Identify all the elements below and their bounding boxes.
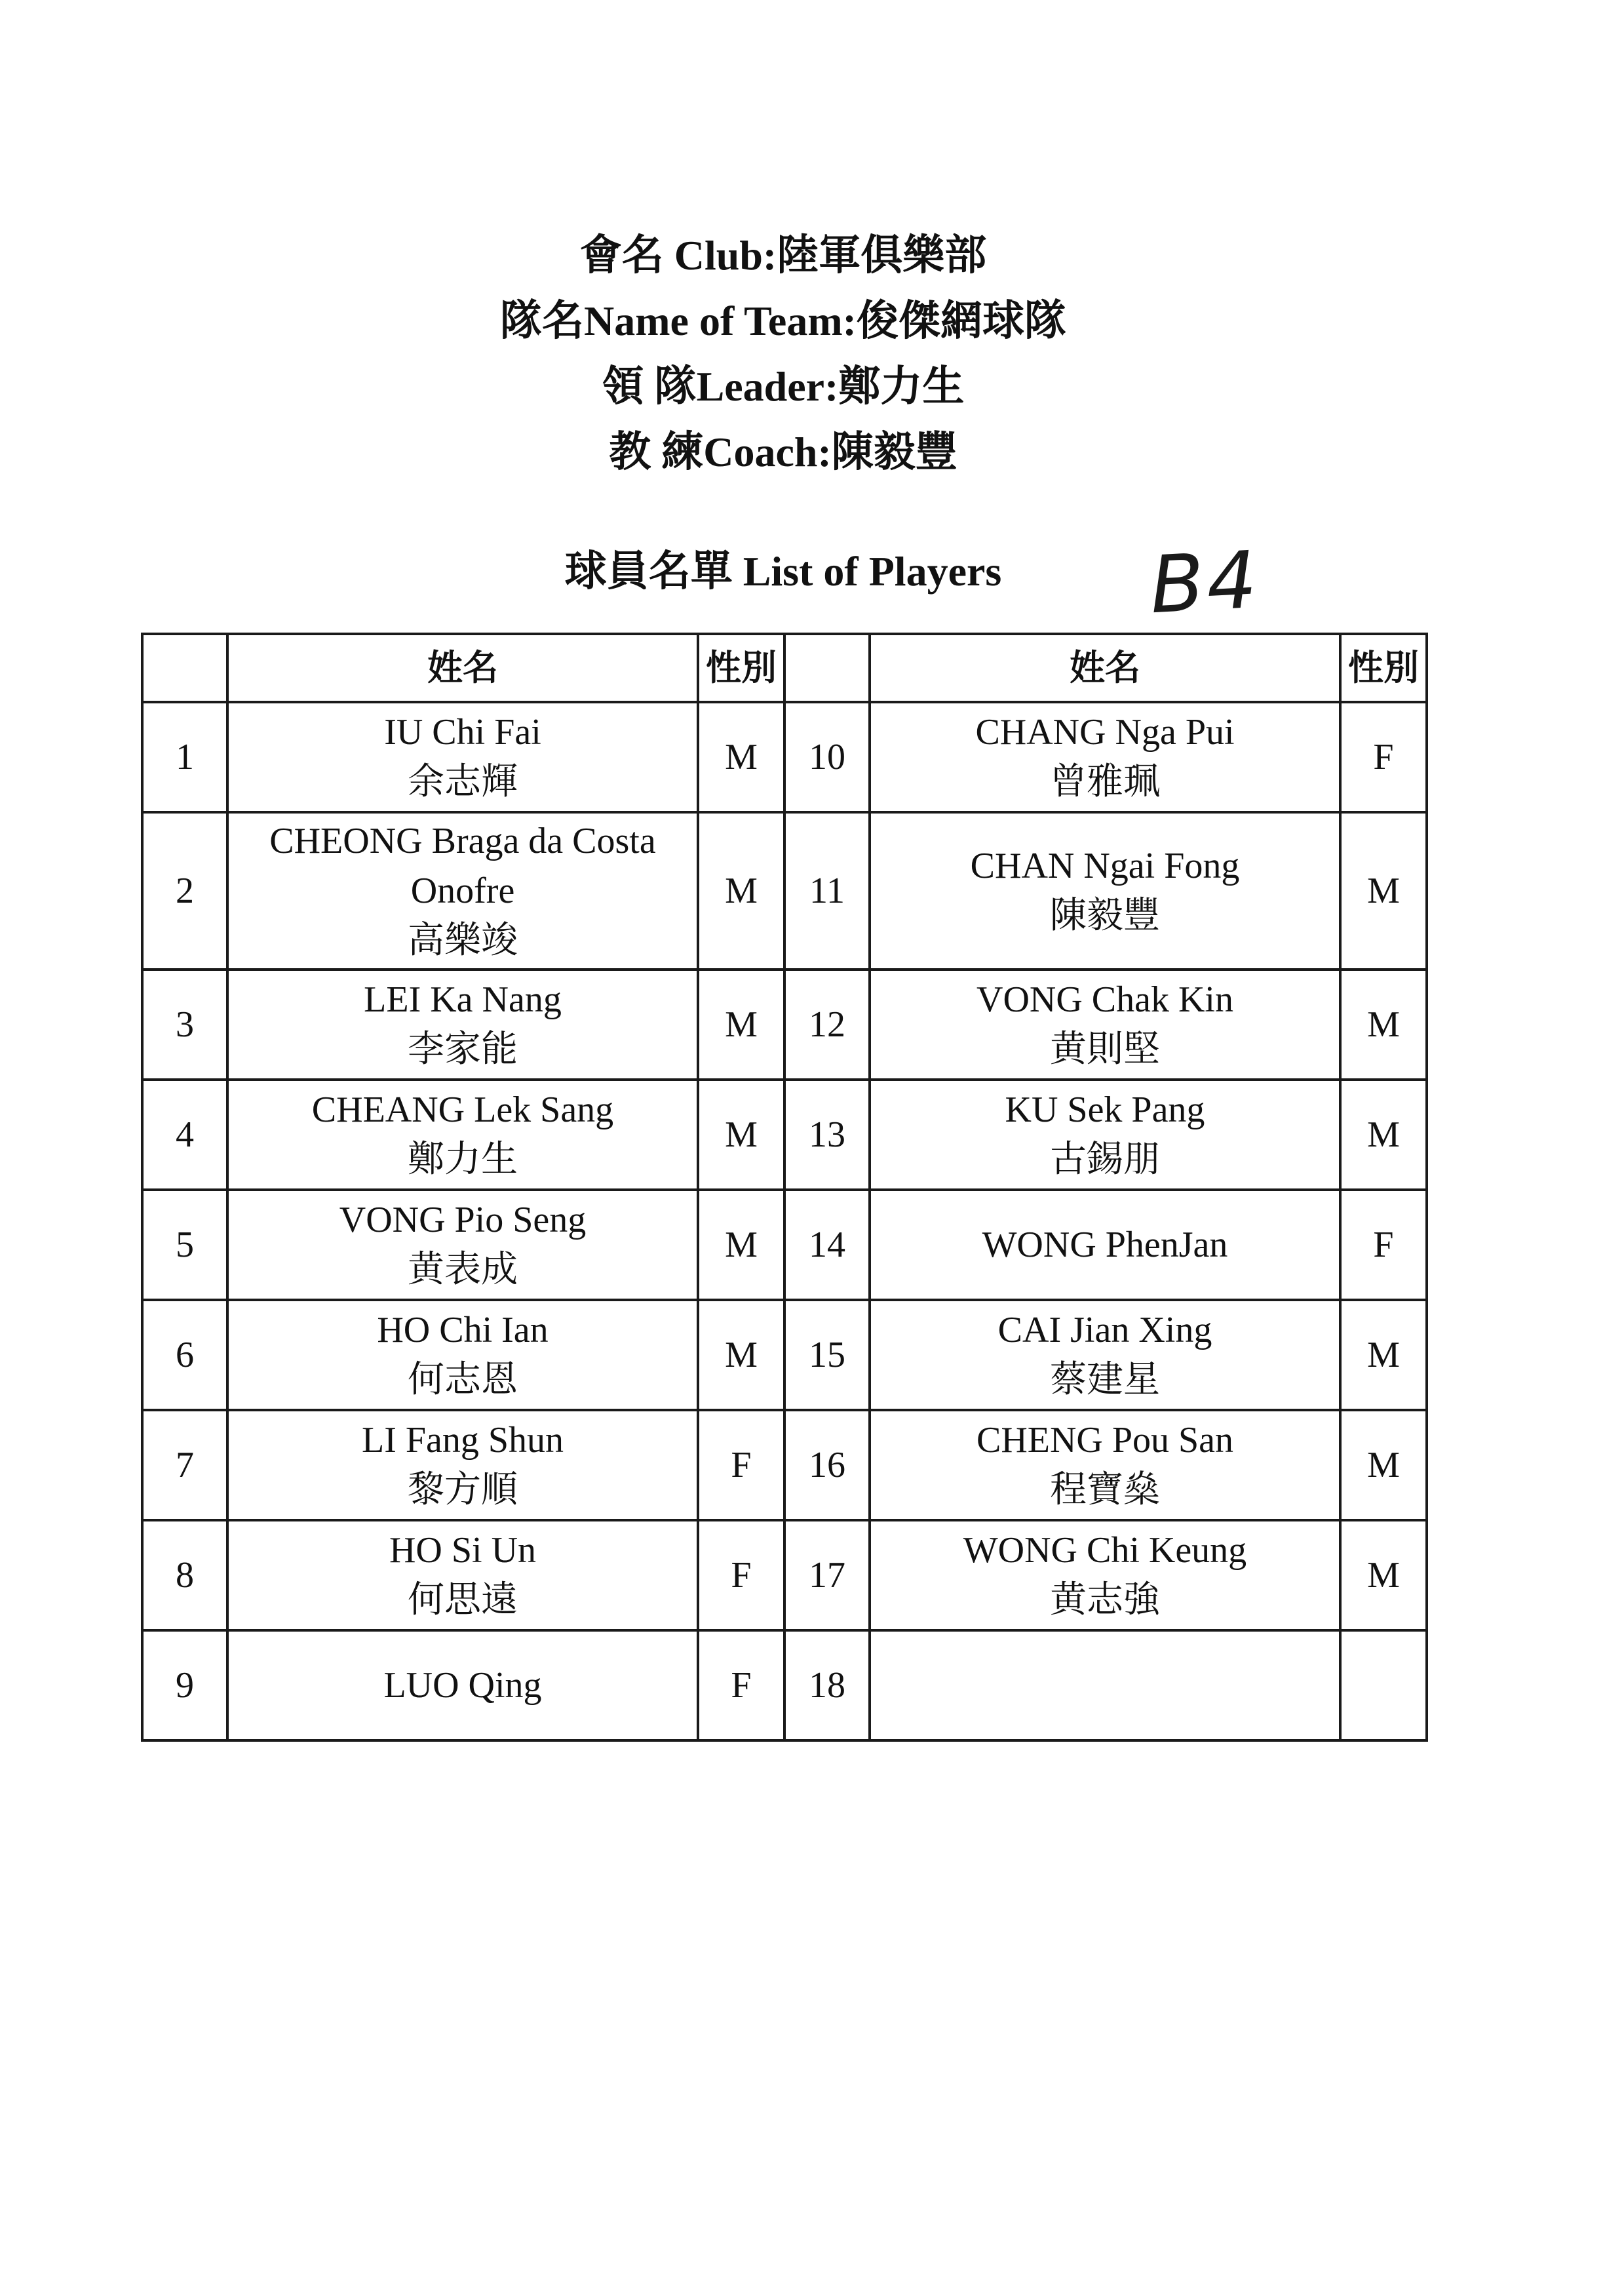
player-number: 14 [784,1190,870,1300]
player-number: 15 [784,1300,870,1410]
player-gender [1340,1630,1427,1740]
team-name-line: 隊名Name of Team:俊傑網球隊 [500,298,1066,344]
player-gender: M [698,702,784,812]
player-name [227,1190,698,1300]
player-number: 10 [784,702,870,812]
player-gender: M [1340,1080,1427,1190]
player-name-zh: 陳毅豐 [1050,895,1160,936]
player-gender: M [1340,812,1427,970]
table-row [142,970,1427,1080]
player-name-en: CHANG Nga Pui [975,712,1235,753]
player-gender: F [1340,1190,1427,1300]
player-gender: M [1340,970,1427,1080]
player-name-en: WONG Chi Keung [963,1530,1247,1571]
table-header-row [142,634,1427,702]
player-name-en: LI Fang Shun [362,1420,564,1461]
header-name-left: 姓名 [227,634,698,702]
player-name-zh: 蔡建星 [1050,1360,1160,1400]
player-name [870,1630,1340,1740]
player-gender: F [698,1410,784,1520]
player-number: 8 [142,1520,227,1630]
player-gender: M [1340,1520,1427,1630]
player-name [227,1080,698,1190]
player-name-zh: 黄志強 [1050,1580,1160,1620]
player-number: 5 [142,1190,227,1300]
player-name-en: HO Chi Ian [377,1310,549,1350]
player-name-zh: 曾雅珮 [1050,762,1160,802]
player-name-en: CHENG Pou San [976,1420,1234,1461]
player-name [227,1300,698,1410]
table-row [142,1080,1427,1190]
player-number: 4 [142,1080,227,1190]
player-name [227,1520,698,1630]
handwritten-group-mark: B4 [1148,534,1262,632]
table-row [142,1300,1427,1410]
player-gender: M [698,970,784,1080]
table-row [142,1630,1427,1740]
player-number: 9 [142,1630,227,1740]
player-name-zh: 黄表成 [408,1249,518,1290]
table-row [142,1520,1427,1630]
player-name [227,1410,698,1520]
player-name-en: WONG PhenJan [982,1225,1228,1265]
player-name-en: LEI Ka Nang [364,979,562,1020]
player-name [870,1190,1340,1300]
team-header [0,223,1566,485]
player-gender: F [1340,702,1427,812]
player-gender: M [698,812,784,970]
header-name-right: 姓名 [870,634,1340,702]
player-name [227,970,698,1080]
player-number: 18 [784,1630,870,1740]
player-number: 12 [784,970,870,1080]
player-name [870,1410,1340,1520]
player-name [227,1630,698,1740]
player-name-en: CHEANG Lek Sang [311,1089,614,1130]
player-number: 6 [142,1300,227,1410]
player-gender: M [698,1190,784,1300]
player-name-en: CAI Jian Xing [997,1310,1212,1350]
header-number-left [142,634,227,702]
player-name [227,702,698,812]
table-row [142,702,1427,812]
player-name-zh: 何思遠 [408,1580,518,1620]
player-name-zh: 黎方順 [408,1470,518,1510]
player-name-en: IU Chi Fai [384,712,541,753]
header-gender-left: 性別 [698,634,784,702]
player-name-zh: 李家能 [408,1029,518,1070]
club-line: 會名 Club:陸軍俱樂部 [579,232,987,279]
player-name [870,1300,1340,1410]
player-number: 2 [142,812,227,970]
player-name-zh: 黄則堅 [1050,1029,1160,1070]
player-number: 16 [784,1410,870,1520]
player-number: 7 [142,1410,227,1520]
player-name-zh: 鄭力生 [408,1139,518,1180]
leader-line: 領 隊Leader:鄭力生 [602,363,965,410]
player-name-zh: 何志恩 [408,1360,518,1400]
player-name-en-cont: Onofre [410,871,515,911]
player-name-en: KU Sek Pang [1005,1089,1205,1130]
player-name-zh: 高樂竣 [408,920,518,961]
table-row [142,1410,1427,1520]
player-name-zh: 古錫朋 [1050,1139,1160,1180]
header-number-right [784,634,870,702]
player-name [870,812,1340,970]
player-name-en: HO Si Un [389,1530,537,1571]
player-number: 3 [142,970,227,1080]
player-name-en: VONG Pio Seng [339,1200,587,1240]
player-name-en: CHAN Ngai Fong [970,846,1240,886]
player-number: 17 [784,1520,870,1630]
player-number: 1 [142,702,227,812]
player-gender: M [698,1300,784,1410]
player-name [227,812,698,970]
player-name [870,1520,1340,1630]
player-gender: F [698,1520,784,1630]
player-number: 11 [784,812,870,970]
player-gender: M [698,1080,784,1190]
player-gender: M [1340,1300,1427,1410]
player-gender: F [698,1630,784,1740]
player-name-zh: 余志輝 [408,762,518,802]
player-name [870,1080,1340,1190]
players-table [141,633,1428,1742]
list-of-players-title: 球員名單 List of Players [564,548,1002,595]
player-name [870,970,1340,1080]
player-name-en: CHEONG Braga da Costa [269,821,656,861]
player-name-zh: 程寶燊 [1050,1470,1160,1510]
coach-line: 教 練Coach:陳毅豐 [609,429,957,475]
player-name [870,702,1340,812]
table-row [142,1190,1427,1300]
player-gender: M [1340,1410,1427,1520]
table-row [142,812,1427,970]
player-name-en: LUO Qing [383,1665,542,1706]
header-gender-right: 性別 [1340,634,1427,702]
player-number: 13 [784,1080,870,1190]
player-name-en: VONG Chak Kin [976,979,1233,1020]
